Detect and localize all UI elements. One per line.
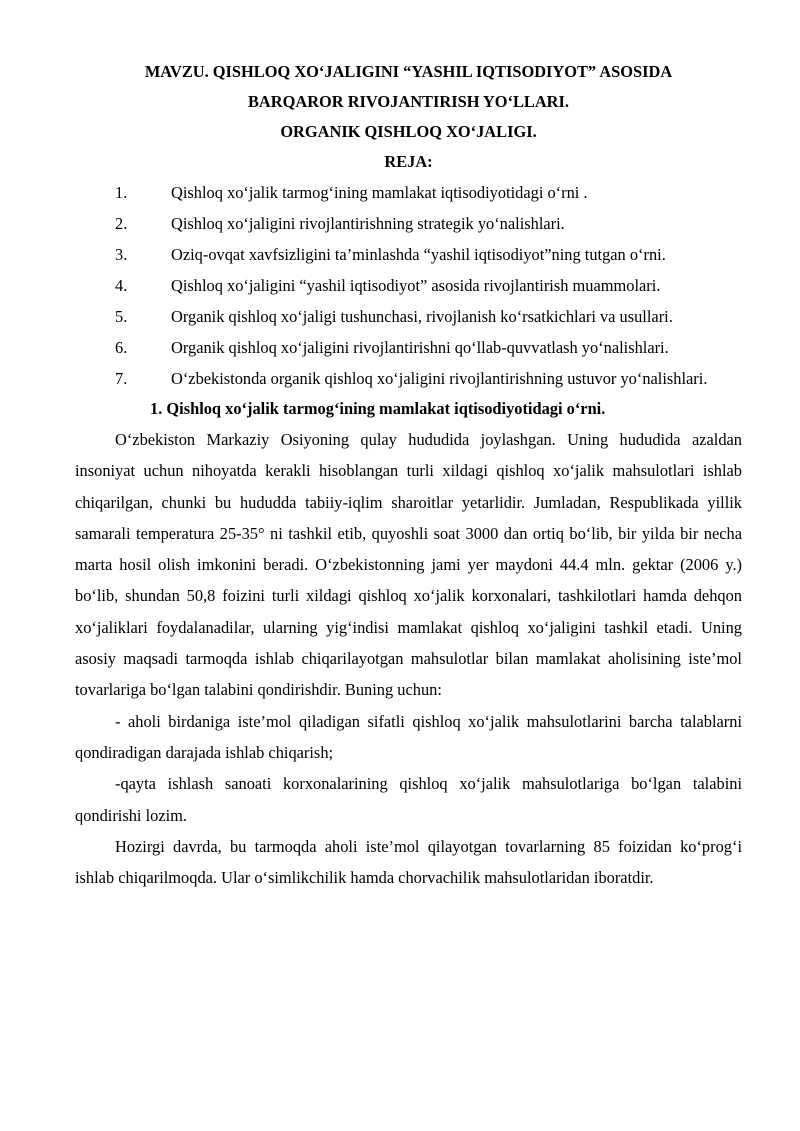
document-page bbox=[75, 57, 742, 893]
plan-list bbox=[75, 177, 742, 394]
plan-item-number: 7. bbox=[115, 369, 128, 388]
plan-item-number: 2. bbox=[115, 214, 128, 233]
body-paragraph: Hozirgi davrda, bu tarmoqda aholi iste’mol qilayotgan tovarlarning 85 foizidan ko‘prog‘i ishlab chiqarilmoqda. Ular o‘simlikchilik hamda chorvachilik mahsulotlaridan iboratdir. bbox=[75, 836, 742, 888]
plan-item-number: 6. bbox=[115, 338, 128, 357]
section-1-heading: 1. Qishloq xo‘jalik tarmog‘ining mamlakat iqtisodiyotidagi o‘rni. bbox=[150, 399, 606, 418]
plan-item-text: Qishloq xo‘jalik tarmog‘ining mamlakat iqtisodiyotidagi o‘rni . bbox=[171, 183, 588, 202]
plan-item bbox=[75, 208, 742, 239]
plan-item-text: Organik qishloq xo‘jaligi tushunchasi, rivojlanish ko‘rsatkichlari va usullari. bbox=[171, 307, 673, 326]
document-title-line-2: BARQAROR RIVOJANTIRISH YO‘LLARI. bbox=[248, 92, 569, 111]
document-title-line-3: ORGANIK QISHLOQ XO‘JALIGI. bbox=[280, 122, 537, 141]
plan-item-text: Organik qishloq xo‘jaligini rivojlantirishni qo‘llab-quvvatlash yo‘nalishlari. bbox=[171, 338, 669, 357]
plan-item-text: Qishloq xo‘jaligini “yashil iqtisodiyot” asosida rivojlantirish muammolari. bbox=[171, 276, 661, 295]
plan-item-text: Qishloq xo‘jaligini rivojlantirishning strategik yo‘nalishlari. bbox=[171, 214, 565, 233]
plan-item-text: O‘zbekistonda organik qishloq xo‘jaligini rivojlantirishning ustuvor yo‘nalishlari. bbox=[171, 369, 708, 388]
plan-item bbox=[75, 332, 742, 363]
plan-item bbox=[75, 301, 742, 332]
plan-item bbox=[75, 363, 742, 394]
plan-item-number: 4. bbox=[115, 276, 128, 295]
plan-item bbox=[75, 270, 742, 301]
document-title-line-1: MAVZU. QISHLOQ XO‘JALIGINI “YASHIL IQTISODIYOT” ASOSIDA bbox=[144, 62, 673, 81]
plan-item-number: 3. bbox=[115, 245, 128, 264]
plan-item bbox=[75, 177, 742, 208]
body-paragraph: - aholi birdaniga iste’mol qiladigan sifatli qishloq xo‘jalik mahsulotlarini barcha talablarni qondiradigan darajada ishlab chiqarish; bbox=[75, 711, 742, 762]
body-paragraph: -qayta ishlash sanoati korxonalarining qishloq xo‘jalik mahsulotlariga bo‘lgan talabini qondirishi lozim. bbox=[75, 774, 742, 825]
plan-heading: REJA: bbox=[384, 152, 433, 171]
body-paragraph: O‘zbekiston Markaziy Osiyoning qulay hududida joylashgan. Uning hududida azaldan insoniyat uchun nihoyatda kerakli hisoblangan turli xildagi qishloq xo‘jalik mahsulotlari ishlab chiqarilgan, chunki bu hududda tabiiy-iqlim sharoitlar yetarlidir. Jumladan, Respublikada yillik samarali temperatura 25-35° ni tashkil etib, quyoshli soat 3000 dan ortiq bo‘lib, bir yilda bir necha marta hosil olish imkonini beradi. O‘zbekistonning jami yer maydoni 44.4 mln. gektar (2006 y.) bo‘lib, shundan 50,8 foizini turli xildagi qishloq xo‘jalik korxonalari, tashkilotlari hamda dehqon xo‘jaliklari foydalanadilar, ularning yig‘indisi mamlakat qishloq xo‘jaligini tashkil etadi. Uning asosiy maqsadi tarmoqda ishlab chiqarilayotgan mahsulotlar bilan mamlakat aholisining iste’mol tovarlariga bo‘lgan talabini qondirishdir. Buning uchun: bbox=[75, 430, 742, 700]
plan-item-text: Oziq-ovqat xavfsizligini ta’minlashda “yashil iqtisodiyot”ning tutgan o‘rni. bbox=[171, 245, 666, 264]
plan-item bbox=[75, 239, 742, 270]
plan-item-number: 1. bbox=[115, 183, 128, 202]
plan-item-number: 5. bbox=[115, 307, 128, 326]
